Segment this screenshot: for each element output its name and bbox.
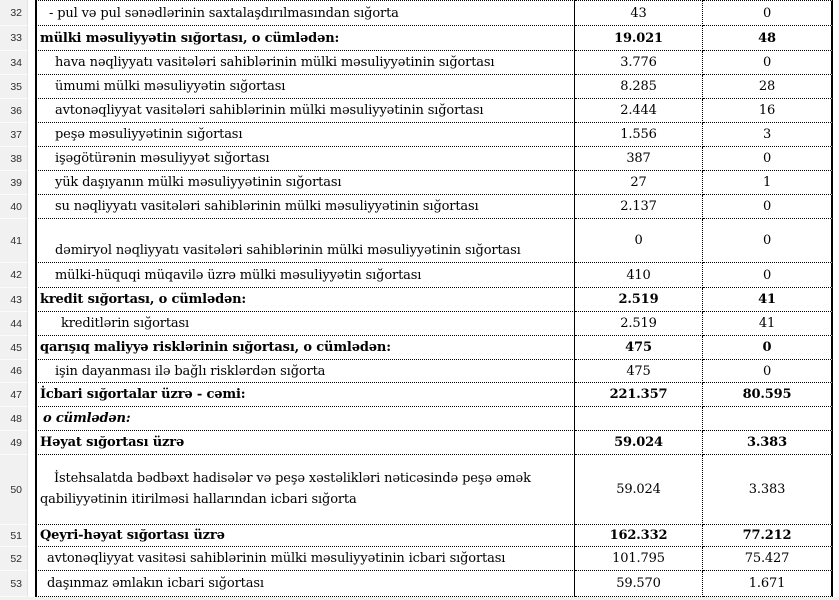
value-cell-col2[interactable]: 0: [703, 360, 833, 383]
row-header[interactable]: 41: [0, 219, 28, 263]
row-header[interactable]: 32: [0, 0, 28, 26]
table-row: [0, 407, 839, 431]
value-cell-col1[interactable]: 8.285: [575, 75, 703, 99]
table-row: [0, 75, 839, 99]
table-row: [0, 431, 839, 455]
row-header[interactable]: 43: [0, 288, 28, 312]
label-cell[interactable]: qarışıq maliyyə risklərinin sığortası, o cümlədən:: [35, 336, 575, 360]
label-cell[interactable]: o cümlədən:: [35, 407, 575, 431]
row-header[interactable]: 46: [0, 360, 28, 383]
value-cell-col2[interactable]: 0: [703, 0, 833, 26]
value-cell-col1[interactable]: 59.570: [575, 571, 703, 597]
value-cell-col2[interactable]: 1: [703, 171, 833, 195]
table-row: [0, 547, 839, 571]
value-cell-col2[interactable]: 1.671: [703, 571, 833, 597]
label-cell[interactable]: kredit sığortası, o cümlədən:: [35, 288, 575, 312]
table-row: [0, 219, 839, 263]
value-cell-col1[interactable]: 3.776: [575, 51, 703, 75]
row-header[interactable]: 37: [0, 123, 28, 147]
value-cell-col2[interactable]: 0: [703, 263, 833, 288]
value-cell-col2[interactable]: 41: [703, 288, 833, 312]
value-cell-col2[interactable]: 3: [703, 123, 833, 147]
row-header[interactable]: 52: [0, 547, 28, 571]
table-row: [0, 0, 839, 26]
label-cell[interactable]: avtonəqliyyat vasitələri sahiblərinin mülki məsuliyyətinin sığortası: [35, 99, 575, 123]
value-cell-col2[interactable]: [703, 407, 833, 431]
gutter-gap: [28, 383, 35, 407]
row-header[interactable]: 39: [0, 171, 28, 195]
label-cell[interactable]: peşə məsuliyyətinin sığortası: [35, 123, 575, 147]
gutter-gap: [28, 51, 35, 75]
label-cell[interactable]: Həyat sığortası üzrə: [35, 431, 575, 455]
gutter-gap: [28, 455, 35, 525]
table-row: [0, 147, 839, 171]
row-header[interactable]: 40: [0, 195, 28, 219]
row-header[interactable]: 33: [0, 26, 28, 51]
table-row: [0, 383, 839, 407]
table-row: [0, 360, 839, 383]
value-cell-col1[interactable]: 1.556: [575, 123, 703, 147]
row-header[interactable]: 34: [0, 51, 28, 75]
table-row: [0, 123, 839, 147]
gutter-gap: [28, 123, 35, 147]
row-header[interactable]: 53: [0, 571, 28, 597]
value-cell-col2[interactable]: 3.383: [703, 455, 833, 525]
row-header[interactable]: 47: [0, 383, 28, 407]
label-cell[interactable]: Qeyri-həyat sığortası üzrə: [35, 525, 575, 547]
label-cell[interactable]: mülki-hüquqi müqavilə üzrə mülki məsuliyyətin sığortası: [35, 263, 575, 288]
value-cell-col1[interactable]: 162.332: [575, 525, 703, 547]
table-row: [0, 26, 839, 51]
value-cell-col1[interactable]: 475: [575, 360, 703, 383]
gutter-gap: [28, 147, 35, 171]
row-header[interactable]: 51: [0, 525, 28, 547]
label-cell[interactable]: daşınmaz əmlakın icbari sığortası: [35, 571, 575, 597]
value-cell-col1[interactable]: 2.519: [575, 312, 703, 336]
row-header[interactable]: 42: [0, 263, 28, 288]
value-cell-col1[interactable]: [575, 407, 703, 431]
value-cell-col1[interactable]: 19.021: [575, 26, 703, 51]
value-cell-col1[interactable]: 59.024: [575, 455, 703, 525]
label-cell[interactable]: mülki məsuliyyətin sığortası, o cümlədən:: [35, 26, 575, 51]
value-cell-col2[interactable]: 0: [703, 336, 833, 360]
label-cell[interactable]: hava nəqliyyatı vasitələri sahiblərinin mülki məsuliyyətinin sığortası: [35, 51, 575, 75]
gutter-gap: [28, 407, 35, 431]
gutter-gap: [28, 75, 35, 99]
value-cell-col1[interactable]: 2.137: [575, 195, 703, 219]
gutter-gap: [28, 195, 35, 219]
label-cell[interactable]: dəmiryol nəqliyyatı vasitələri sahiblərinin mülki məsuliyyətinin sığortası: [35, 219, 575, 263]
value-cell-col2[interactable]: 28: [703, 75, 833, 99]
gutter-gap: [28, 219, 35, 263]
table-row: [0, 195, 839, 219]
table-row: [0, 525, 839, 547]
value-cell-col1[interactable]: 59.024: [575, 431, 703, 455]
gutter-gap: [28, 0, 35, 26]
value-cell-col2[interactable]: 48: [703, 26, 833, 51]
gutter-gap: [28, 288, 35, 312]
gutter-gap: [28, 99, 35, 123]
table-row: [0, 263, 839, 288]
gutter-gap: [28, 263, 35, 288]
value-cell-col2[interactable]: 0: [703, 51, 833, 75]
row-header[interactable]: 45: [0, 336, 28, 360]
label-cell[interactable]: yük daşıyanın mülki məsuliyyətinin sığortası: [35, 171, 575, 195]
value-cell-col2[interactable]: 80.595: [703, 383, 833, 407]
row-header[interactable]: 50: [0, 455, 28, 525]
label-cell[interactable]: kreditlərin sığortası: [35, 312, 575, 336]
value-cell-col2[interactable]: 0: [703, 219, 833, 263]
value-cell-col1[interactable]: 475: [575, 336, 703, 360]
value-cell-col2[interactable]: 3.383: [703, 431, 833, 455]
table-row: [0, 288, 839, 312]
gutter-gap: [28, 336, 35, 360]
value-cell-col2[interactable]: 0: [703, 147, 833, 171]
label-cell[interactable]: İstehsalatda bədbəxt hadisələr və peşə xəstəlikləri nəticəsində peşə əmək qabiliyyətinin itirilməsi hallarından icbari sığorta: [35, 455, 575, 525]
gutter-gap: [28, 26, 35, 51]
value-cell-col2[interactable]: 77.212: [703, 525, 833, 547]
gutter-gap: [28, 360, 35, 383]
value-cell-col1[interactable]: 221.357: [575, 383, 703, 407]
value-cell-col2[interactable]: 0: [703, 195, 833, 219]
gutter-gap: [28, 547, 35, 571]
table-row: [0, 336, 839, 360]
table-row: [0, 312, 839, 336]
value-cell-col1[interactable]: 27: [575, 171, 703, 195]
row-header[interactable]: 38: [0, 147, 28, 171]
value-cell-col1[interactable]: 2.519: [575, 288, 703, 312]
gutter-gap: [28, 312, 35, 336]
value-cell-col1[interactable]: 387: [575, 147, 703, 171]
table-row: [0, 571, 839, 597]
table-row: [0, 455, 839, 525]
value-cell-col1[interactable]: 0: [575, 219, 703, 263]
value-cell-col1[interactable]: 43: [575, 0, 703, 26]
gutter-gap: [28, 571, 35, 597]
row-header[interactable]: 49: [0, 431, 28, 455]
row-header[interactable]: 44: [0, 312, 28, 336]
value-cell-col2[interactable]: 16: [703, 99, 833, 123]
value-cell-col1[interactable]: 410: [575, 263, 703, 288]
row-header[interactable]: 36: [0, 99, 28, 123]
value-cell-col1[interactable]: 101.795: [575, 547, 703, 571]
row-header[interactable]: 35: [0, 75, 28, 99]
value-cell-col2[interactable]: 41: [703, 312, 833, 336]
gutter-gap: [28, 431, 35, 455]
value-cell-col2[interactable]: 75.427: [703, 547, 833, 571]
label-cell[interactable]: işəgötürənin məsuliyyət sığortası: [35, 147, 575, 171]
label-cell[interactable]: ümumi mülki məsuliyyətin sığortası: [35, 75, 575, 99]
label-cell[interactable]: su nəqliyyatı vasitələri sahiblərinin mülki məsuliyyətinin sığortası: [35, 195, 575, 219]
table-row: [0, 99, 839, 123]
table-row: [0, 51, 839, 75]
label-cell[interactable]: - pul və pul sənədlərinin saxtalaşdırılmasından sığorta: [35, 0, 575, 26]
table-row: [0, 171, 839, 195]
row-header[interactable]: 48: [0, 407, 28, 431]
label-cell[interactable]: avtonəqliyyat vasitəsi sahiblərinin mülki məsuliyyətinin icbari sığortası: [35, 547, 575, 571]
gutter-gap: [28, 171, 35, 195]
label-cell[interactable]: İcbari sığortalar üzrə - cəmi:: [35, 383, 575, 407]
gutter-gap: [28, 525, 35, 547]
value-cell-col1[interactable]: 2.444: [575, 99, 703, 123]
label-cell[interactable]: işin dayanması ilə bağlı risklərdən sığorta: [35, 360, 575, 383]
